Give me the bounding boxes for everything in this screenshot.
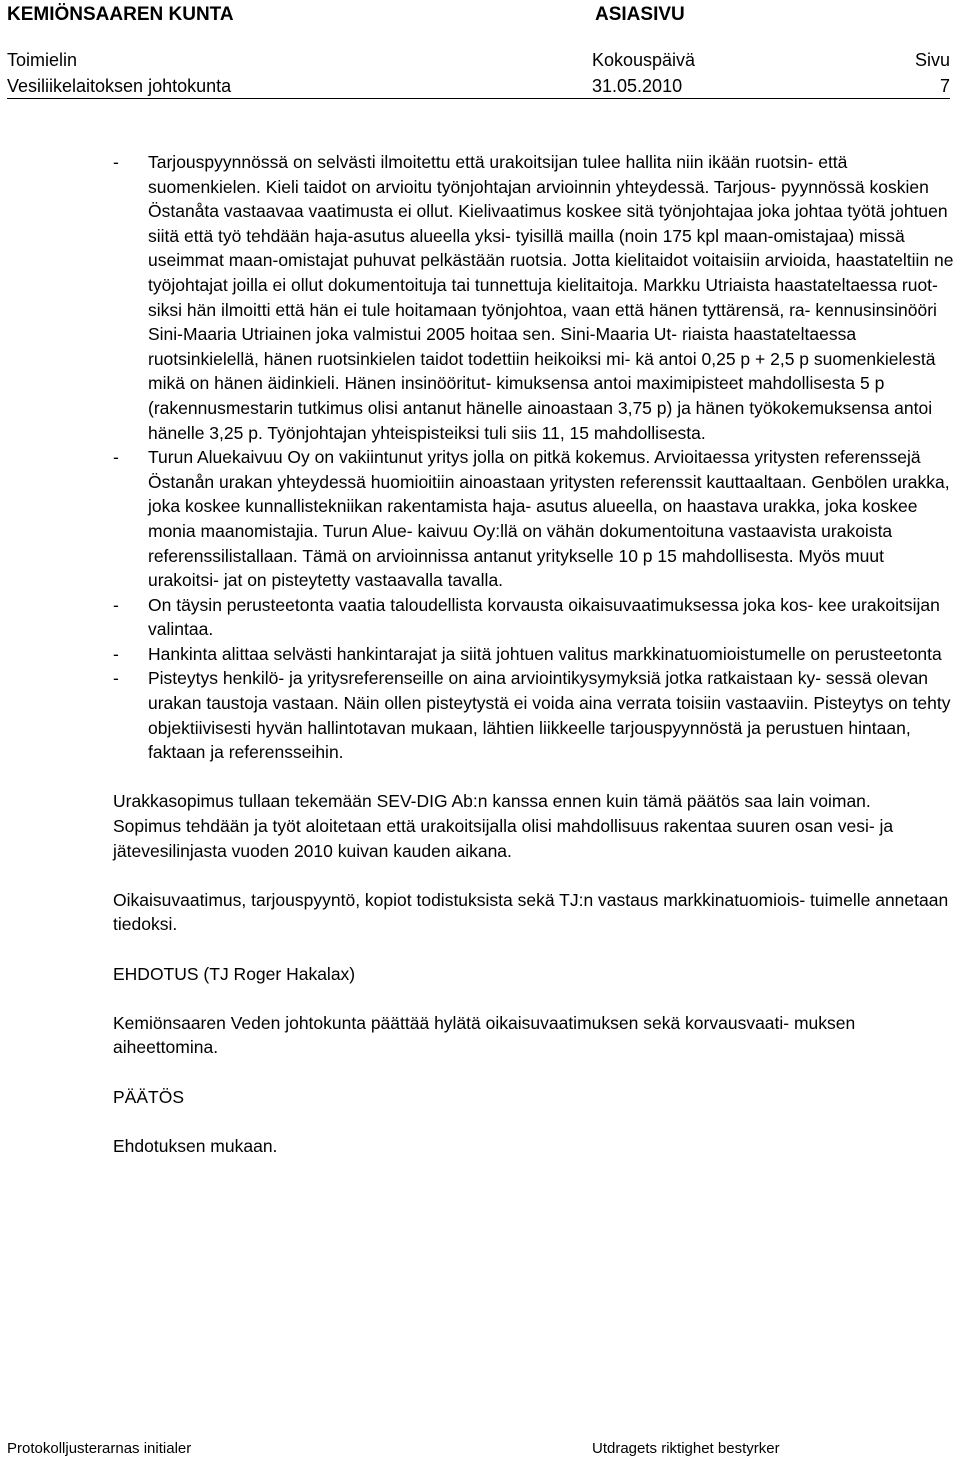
spacer — [113, 1109, 955, 1134]
notice-paragraph: Oikaisuvaatimus, tarjouspyyntö, kopiot todistuksista sekä TJ:n vastaus markkinatuomiois- tuimelle annetaan tiedoksi. — [113, 889, 949, 935]
page-label: Sivu — [914, 50, 950, 70]
header-values — [0, 76, 960, 98]
footer-initials-label: Protokolljusterarnas initialer — [7, 1440, 192, 1457]
document-body — [113, 150, 955, 1158]
body-label: Toimielin — [7, 50, 78, 70]
page-number: 7 — [939, 76, 950, 96]
list-item: - On täysin perusteetonta vaatia taloudellista korvausta oikaisuvaatimuksessa joka kos- kee urakoitsijan valintaa. — [113, 593, 955, 642]
meeting-date: 31.05.2010 — [592, 76, 683, 96]
spacer — [113, 765, 955, 790]
contract-paragraph: Urakkasopimus tullaan tekemään SEV-DIG Ab:n kanssa ennen kuin tämä päätös saa lain voiman. — [113, 791, 871, 812]
list-item: - Pisteytys henkilö- ja yritysreferenseille on aina arviointikysymyksiä jotka ratkaistaan ky- sessä olevan urakan taustoja vastaan. Näin ollen pisteytystä ei voida aina verrata toisiin vastaaviin. Pisteytys on tehty objektiivisesti hyvän hallintotavan mukaan, lähtien liikkeelle tarjouspyynnöstä ja perustuen hintaan, faktaan ja referensseihin. — [113, 666, 955, 764]
document-header — [0, 4, 960, 28]
header-labels — [0, 50, 960, 72]
list-item: - Tarjouspyynnössä on selvästi ilmoitettu että urakoitsijan tulee hallita niin ikään ruotsin- että suomenkielen. Kieli taidot on arvioitu työnjohtajan arvioinnin yhteydessä. Tarjous- pyynnössä koskien Östanåta vastaavaa vaatimusta ei ollut. Kielivaatimus koskee sitä työnjohtajaa joka johtaa työtä johtuen siitä että työ tehdään haja-asutus alueella yksi- tyisillä mailla (noin 175 kpl maan-omistajaa) missä useimmat maan-omistajat puhuvat pelkästään ruotsia. Jotta kielitaidot voitaisiin arvioida, haastateltiin ne työjohtajat joilla ei ollut dokumentoituja tai tunnettuja kielitaitoja. Markku Utriaista haastateltaessa ruot- siksi hän ilmoitti että hän ei tule hoitamaan työnjohtoa, vaan että hänen tyttärensä, ra- kennusinsinööri Sini-Maaria Utriainen joka valmistui 2005 hoitaa sen. Sini-Maaria Ut- riaista haastateltaessa ruotsinkielellä, hänen ruotsinkielen taidot todettiin heikoiksi mi- kä antoi 0,25 p + 2,5 p suomenkielestä mikä on hänen äidinkieli. Hänen insinööritut- kimuksensa antoi maximipisteet mahdollisesta 5 p (rakennusmestarin tutkimus olisi antanut hänelle ainoastaan 3,75 p) ja hänen työkokemuksensa antoi hänelle 3,25 p. Työnjohtajan yhteispisteiksi tuli siis 11, 15 mahdollisesta. — [113, 150, 955, 445]
date-label: Kokouspäivä — [592, 50, 696, 70]
list-item: - Hankinta alittaa selvästi hankintarajat ja siitä johtuen valitus markkinatuomioistumelle on perusteetonta — [113, 642, 955, 667]
footer-certification-label: Utdragets riktighet bestyrker — [592, 1440, 780, 1457]
document-type: ASIASIVU — [595, 4, 685, 25]
list-item: - Turun Aluekaivuu Oy on vakiintunut yritys jolla on pitkä kokemus. Arvioitaessa yritysten referenssejä Östanån urakan yhteydessä huomioitiin ainoastaan yritysten referenssit kauttaaltaan. Genbölen urakka, joka koskee kunnallistekniikan rakentamista haja- asutus alueella, on haastava urakka, joka koskee monia maanomistajia. Turun Alue- kaivuu Oy:llä on vähän dokumentoituna vastaavista urakoista referenssilistallaan. Tämä on arvioinnissa antanut yritykselle 10 p 15 mahdollisesta. Myös muut urakoitsi- jat on pisteytetty vastaavalla tavalla. — [113, 445, 955, 593]
contract-schedule-paragraph: Sopimus tehdään ja työt aloitetaan että urakoitsijalla olisi mahdollisuus rakentaa suuren osan vesi- ja jätevesilinjasta vuoden 2010 kuivan kauden aikana. — [113, 816, 894, 861]
organization-name: KEMIÖNSAAREN KUNTA — [7, 4, 234, 25]
decision-heading: PÄÄTÖS — [113, 1086, 184, 1107]
spacer — [113, 937, 955, 962]
proposal-heading: EHDOTUS (TJ Roger Hakalax) — [113, 963, 356, 984]
spacer — [113, 1060, 955, 1085]
decision-paragraph: Ehdotuksen mukaan. — [113, 1135, 278, 1156]
spacer — [113, 863, 955, 888]
proposal-paragraph: Kemiönsaaren Veden johtokunta päättää hylätä oikaisuvaatimuksen sekä korvausvaati- muksen aiheettomina. — [113, 1012, 856, 1058]
body-value: Vesiliikelaitoksen johtokunta — [7, 76, 232, 96]
bullet-list — [113, 150, 955, 765]
spacer — [113, 986, 955, 1011]
header-divider — [7, 98, 950, 99]
